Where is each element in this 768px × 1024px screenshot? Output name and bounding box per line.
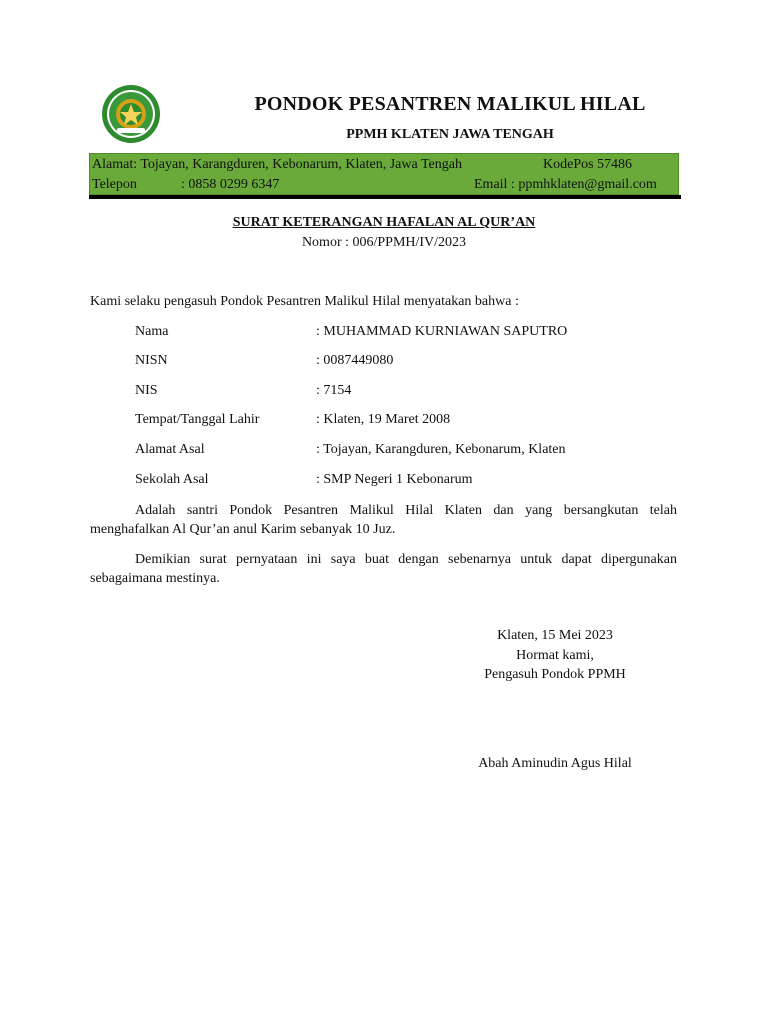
field-label-address: Alamat Asal [135,442,205,457]
signature-greeting: Hormat kami, [516,648,594,663]
header-divider [89,195,681,199]
org-subtitle: PPMH KLATEN JAWA TENGAH [346,127,554,142]
field-value-nis: : 7154 [316,383,352,398]
phone-value: : 0858 0299 6347 [181,177,280,192]
field-value-nisn: : 0087449080 [316,353,394,368]
field-label-birth: Tempat/Tanggal Lahir [135,412,260,427]
letter-paragraph-1: Adalah santri Pondok Pesantren Malikul Hilal Klaten dan yang bersangkutan telah menghafalkan Al Qur’an anul Karim sebanyak 10 Juz. [90,503,677,537]
field-value-school: : SMP Negeri 1 Kebonarum [316,472,473,487]
field-label-nis: NIS [135,383,158,398]
signature-role: Pengasuh Pondok PPMH [484,667,626,682]
signature-place-date: Klaten, 15 Mei 2023 [497,628,613,643]
contact-box [89,153,679,195]
field-value-birth: : Klaten, 19 Maret 2008 [316,412,451,427]
field-value-address: : Tojayan, Karangduren, Kebonarum, Klaten [316,442,566,457]
field-label-name: Nama [135,324,169,339]
phone-label: Telepon [92,177,137,192]
letter-paragraph-2: Demikian surat pernyataan ini saya buat dengan sebenarnya untuk dapat dipergunakan sebagaimana mestinya. [90,552,677,586]
field-label-nisn: NISN [135,353,168,368]
field-label-school: Sekolah Asal [135,472,209,487]
email-text: Email : ppmhklaten@gmail.com [474,177,657,192]
letter-number: Nomor : 006/PPMH/IV/2023 [301,235,467,250]
signature-name: Abah Aminudin Agus Hilal [478,756,632,771]
postcode-text: KodePos 57486 [543,157,633,172]
address-text: Alamat: Tojayan, Karangduren, Kebonarum, Klaten, Jawa Tengah [92,157,462,172]
field-value-name: : MUHAMMAD KURNIAWAN SAPUTRO [316,324,568,339]
org-name: PONDOK PESANTREN MALIKUL HILAL [254,93,646,115]
pesantren-logo [101,84,161,144]
letter-intro: Kami selaku pengasuh Pondok Pesantren Malikul Hilal menyatakan bahwa : [90,294,519,309]
letter-title: SURAT KETERANGAN HAFALAN AL QUR’AN [232,215,536,230]
